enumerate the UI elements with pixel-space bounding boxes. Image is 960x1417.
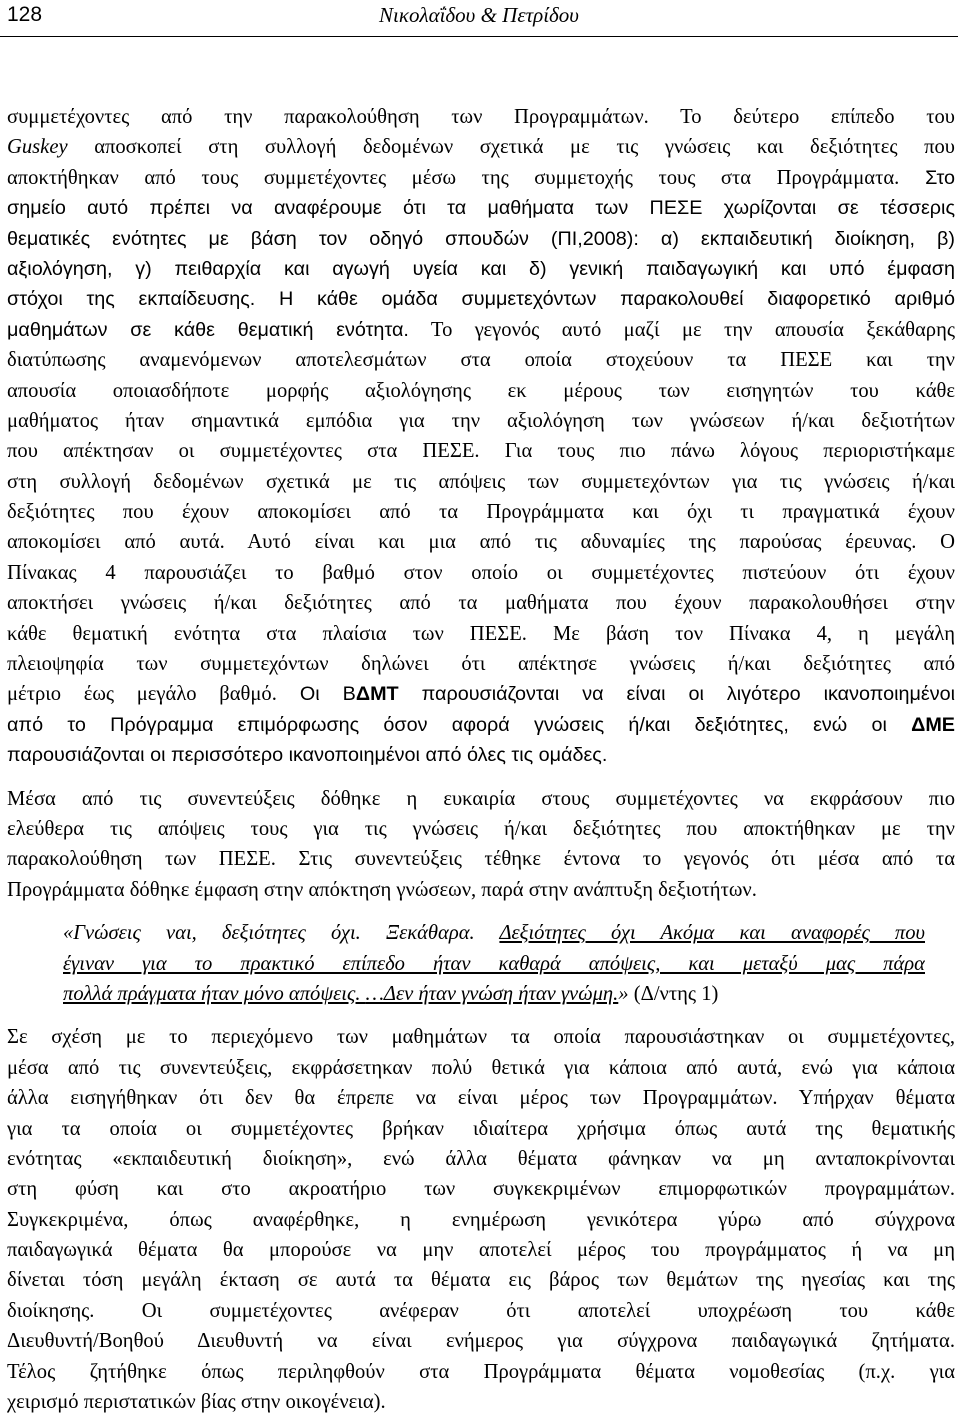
- text-line: Συγκεκριμένα, όπως αναφέρθηκε, η ενημέρωση γενικότερα γύρω από σύγχρονα: [7, 1208, 955, 1231]
- text-line: μαθημάτων σε κάθε θεματική ενότητα. Το γεγονός αυτό μαζί με την απουσία ξεκάθαρης: [7, 318, 955, 341]
- text-line: έγιναν για το πρακτικό επίπεδο ήταν καθαρά απόψεις, και μεταξύ μας πάρα: [63, 952, 925, 975]
- block-quote: [7, 918, 955, 1009]
- paragraph-1: [7, 102, 955, 771]
- running-head: Νικολαΐδου & Πετρίδου: [379, 3, 579, 27]
- paragraph-3: [7, 1022, 955, 1417]
- text-line: «Γνώσεις ναι, δεξιότητες όχι. Ξεκάθαρα. Δεξιότητες όχι Ακόμα και αναφορές που: [63, 922, 925, 945]
- text-line: Διευθυντή/Βοηθού Διευθυντή να είναι ενήμερος για σύγχρονα παιδαγωγικά ζητήματα.: [7, 1330, 955, 1353]
- text-line: κάθε θεματική ενότητα στα πλαίσια των ΠΕΣΕ. Με βάση τον Πίνακα 4, η μεγάλη: [7, 622, 955, 645]
- text-line: παιδαγωγικά θέματα θα μπορούσε να μην αποτελεί μέρος του προγράμματος ή να μη: [7, 1239, 955, 1262]
- quote-attribution: (Δ/ντης 1): [633, 982, 719, 1005]
- text-line: παρακολούθηση των ΠΕΣΕ. Στις συνεντεύξεις τέθηκε έντονα το γεγονός ότι μέσα από τα: [7, 848, 955, 871]
- text-line: απουσία οποιασδήποτε μορφής αξιολόγησης εκ μέρους των εισηγητών του κάθε: [7, 379, 955, 402]
- text-line: ελεύθερα τις απόψεις τους για τις γνώσεις ή/και δεξιότητες που αποκτήθηκαν με την: [7, 817, 955, 840]
- text-line: Πίνακας 4 παρουσιάζει το βαθμό στον οποίο οι συμμετέχοντες πιστεύουν ότι έχουν: [7, 561, 955, 584]
- text-line: αξιολόγηση, γ) πειθαρχία και αγωγή υγεία και δ) γενική παιδαγωγική και υπό έμφαση: [7, 257, 955, 280]
- text-line: Guskey αποσκοπεί στη συλλογή δεδομένων σχετικά με τις γνώσεις και δεξιότητες που: [7, 136, 955, 159]
- page-header: [0, 0, 958, 37]
- text-line: από το Πρόγραμμα επιμόρφωσης όσον αφορά γνώσεις ή/και δεξιότητες, ενώ οι ΔΜΕ: [7, 713, 955, 736]
- text-line: Σε σχέση με το περιεχόμενο των μαθημάτων τα οποία παρουσιάστηκαν οι συμμετέχοντες,: [7, 1026, 955, 1049]
- text-line: στη συλλογή δεδομένων σχετικά με τις απόψεις των συμμετεχόντων για τις γνώσεις ή/και: [7, 470, 955, 493]
- text-line: θεματικές ενότητες με βάση τον οδηγό σπουδών (ΠΙ,2008): α) εκπαιδευτική διοίκηση, β): [7, 227, 955, 250]
- text-line: διοίκησης. Οι συμμετέχοντες ανέφεραν ότι αποτελεί υποχρέωση του κάθε: [7, 1299, 955, 1322]
- text-line: που απέκτησαν οι συμμετέχοντες στα ΠΕΣΕ. Για τους πιο πάνω λόγους περιοριστήκαμε: [7, 440, 955, 463]
- text-line: παρουσιάζονται οι περισσότερο ικανοποιημένοι από όλες τις ομάδες.: [7, 744, 608, 767]
- body-text: [7, 102, 955, 1417]
- text-line: ενότητας «εκπαιδευτική διοίκηση», ενώ άλλα θέματα φάνηκαν να μη ανταποκρίνονται: [7, 1147, 955, 1170]
- text-line: για τα οποία οι συμμετέχοντες βρήκαν ιδιαίτερα χρήσιμα όπως αυτά της θεματικής: [7, 1117, 955, 1140]
- text-line: μέσα από τις συνεντεύξεις, εκφράσετηκαν πολύ θετικά για κάποια από αυτά, ενώ για κάποια: [7, 1056, 955, 1079]
- text-line: μαθήματος ήταν σημαντικά εμπόδια για την αξιολόγηση των γνώσεων ή/και δεξιοτήτων: [7, 409, 955, 432]
- page-number: 128: [7, 3, 43, 26]
- text-line: στόχοι της εκπαίδευσης. Η κάθε ομάδα συμμετεχόντων παρακολουθεί διαφορετικό αριθμό: [7, 288, 955, 311]
- text-line: μέτριο έως μεγάλο βαθμό. Οι ΒΔΜΤ παρουσιάζονται να είναι οι λιγότερο ικανοποιημένοι: [7, 683, 955, 706]
- text-line: Προγράμματα δόθηκε έμφαση στην απόκτηση γνώσεων, παρά στην ανάπτυξη δεξιοτήτων.: [7, 878, 757, 901]
- text-line: άλλα εισηγήθηκαν ότι δεν θα έπρεπε να είναι μέρος των Προγραμμάτων. Υπήρχαν θέματα: [7, 1087, 955, 1110]
- text-line: χειρισμό περιστατικών βίας στην οικογένεια).: [7, 1391, 386, 1414]
- text-line: πολλά πράγματα ήταν μόνο απόψεις. …Δεν ήταν γνώση ήταν γνώμη.» (Δ/ντης 1): [63, 982, 719, 1005]
- text-line: Μέσα από τις συνεντεύξεις δόθηκε η ευκαιρία στους συμμετέχοντες να εκφράσουν πιο: [7, 787, 955, 810]
- text-line: συμμετέχοντες από την παρακολούθηση των Προγραμμάτων. Το δεύτερο επίπεδο του: [7, 106, 955, 128]
- text-line: στη φύση και στο ακροατήριο των συγκεκριμένων επιμορφωτικών προγραμμάτων.: [7, 1178, 955, 1201]
- text-line: πλειοψηφία των συμμετεχόντων δηλώνει ότι απέκτησε γνώσεις ή/και δεξιότητες από: [7, 653, 955, 676]
- text-line: δεξιότητες που έχουν αποκομίσει από τα Προγράμματα και όχι τι πραγματικά έχουν: [7, 501, 955, 524]
- text-line: δίνεται τόση μεγάλη έκταση σε αυτά τα θέματα εις βάρος των θεμάτων της ηγεσίας και της: [7, 1269, 955, 1292]
- text-line: αποκομίσει από αυτά. Αυτό είναι και μια από τις αδυναμίες της παρούσας έρευνας. Ο: [7, 531, 955, 554]
- text-line: αποκτήσει γνώσεις ή/και δεξιότητες από τα μαθήματα που έχουν παρακολουθήσει στην: [7, 592, 955, 615]
- text-line: σημείο αυτό πρέπει να αναφέρουμε ότι τα μαθήματα των ΠΕΣΕ χωρίζονται σε τέσσερις: [7, 197, 955, 220]
- text-line: αποκτήθηκαν από τους συμμετέχοντες μέσω της συμμετοχής τους στα Προγράμματα. Στο: [7, 166, 955, 189]
- author-name: Guskey: [7, 136, 68, 159]
- paragraph-2: [7, 784, 955, 906]
- text-line: Τέλος ζητήθηκε όπως περιληφθούν στα Προγράμματα θέματα νομοθεσίας (π.χ. για: [7, 1360, 955, 1383]
- text-line: διατύπωσης αναμενόμενων αποτελεσμάτων στα οποία στοχεύουν τα ΠΕΣΕ και την: [7, 349, 955, 372]
